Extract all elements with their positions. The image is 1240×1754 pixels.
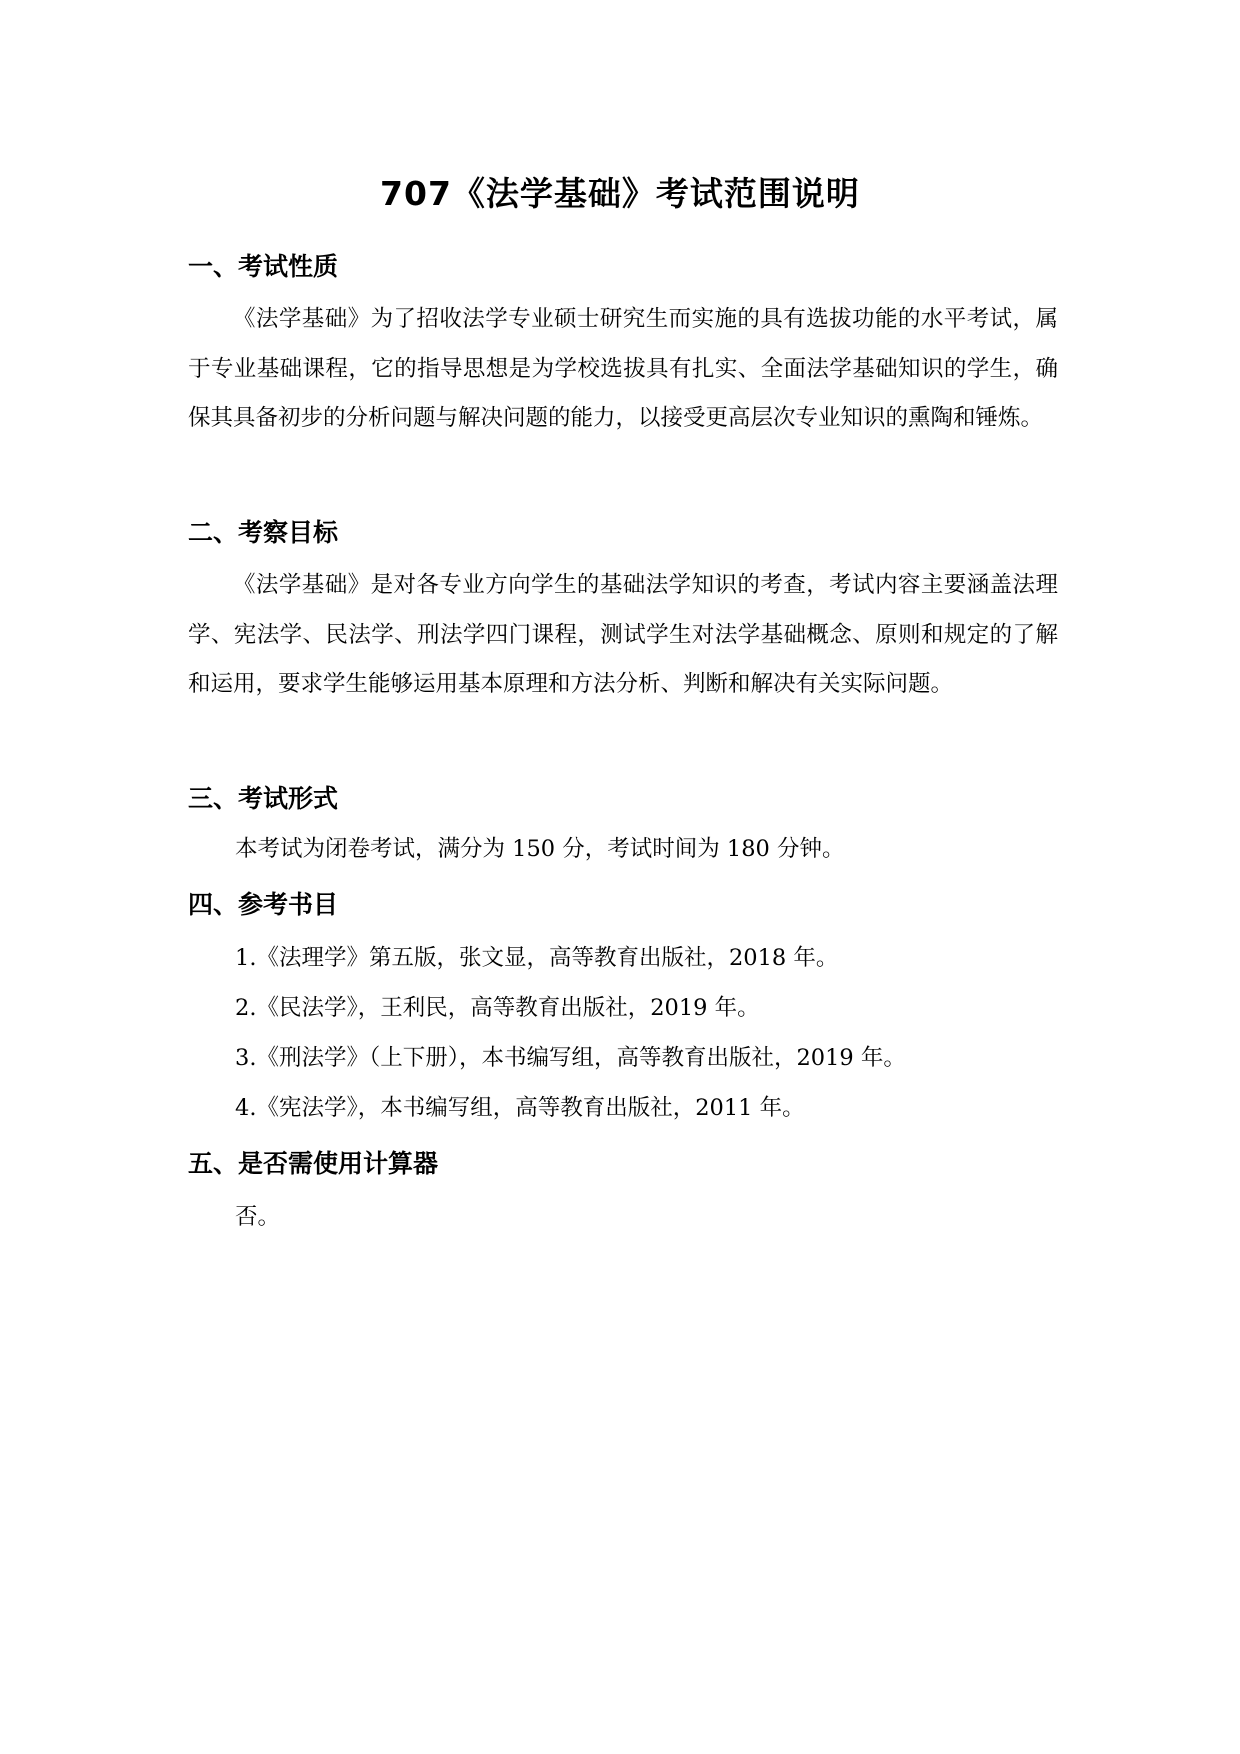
section-heading-reference-books: 四、参考书目 xyxy=(188,890,339,919)
section-body-exam-objectives: 《法学基础》是对各专业方向学生的基础法学知识的考查，考试内容主要涵盖法理学、宪法学、民法学、刑法学四门课程，测试学生对法学基础概念、原则和规定的了解和运用，要求学生能够运用基本原理和方法分析、判断和解决有关实际问题。 xyxy=(188,572,1058,697)
section-body-exam-format: 本考试为闭卷考试，满分为 150 分，考试时间为 180 分钟。 xyxy=(235,836,845,862)
reference-book-item: 1.《法理学》第五版，张文显，高等教育出版社，2018 年。 xyxy=(235,945,839,971)
section-body-exam-nature: 《法学基础》为了招收法学专业硕士研究生而实施的具有选拔功能的水平考试，属于专业基础课程，它的指导思想是为学校选拔具有扎实、全面法学基础知识的学生，确保其具备初步的分析问题与解决问题的能力，以接受更高层次专业知识的熏陶和锤炼。 xyxy=(188,306,1058,431)
section-heading-calculator: 五、是否需使用计算器 xyxy=(188,1149,439,1178)
reference-book-item: 2.《民法学》，王利民，高等教育出版社，2019 年。 xyxy=(235,995,760,1021)
reference-book-item: 4.《宪法学》，本书编写组，高等教育出版社，2011 年。 xyxy=(235,1095,805,1121)
document-title: 707《法学基础》考试范围说明 xyxy=(380,174,860,214)
section-heading-exam-nature: 一、考试性质 xyxy=(188,252,339,281)
section-body-calculator: 否。 xyxy=(235,1204,281,1230)
section-heading-exam-objectives: 二、考察目标 xyxy=(188,518,339,547)
reference-book-item: 3.《刑法学》（上下册），本书编写组，高等教育出版社，2019 年。 xyxy=(235,1045,906,1071)
section-heading-exam-format: 三、考试形式 xyxy=(188,784,339,813)
